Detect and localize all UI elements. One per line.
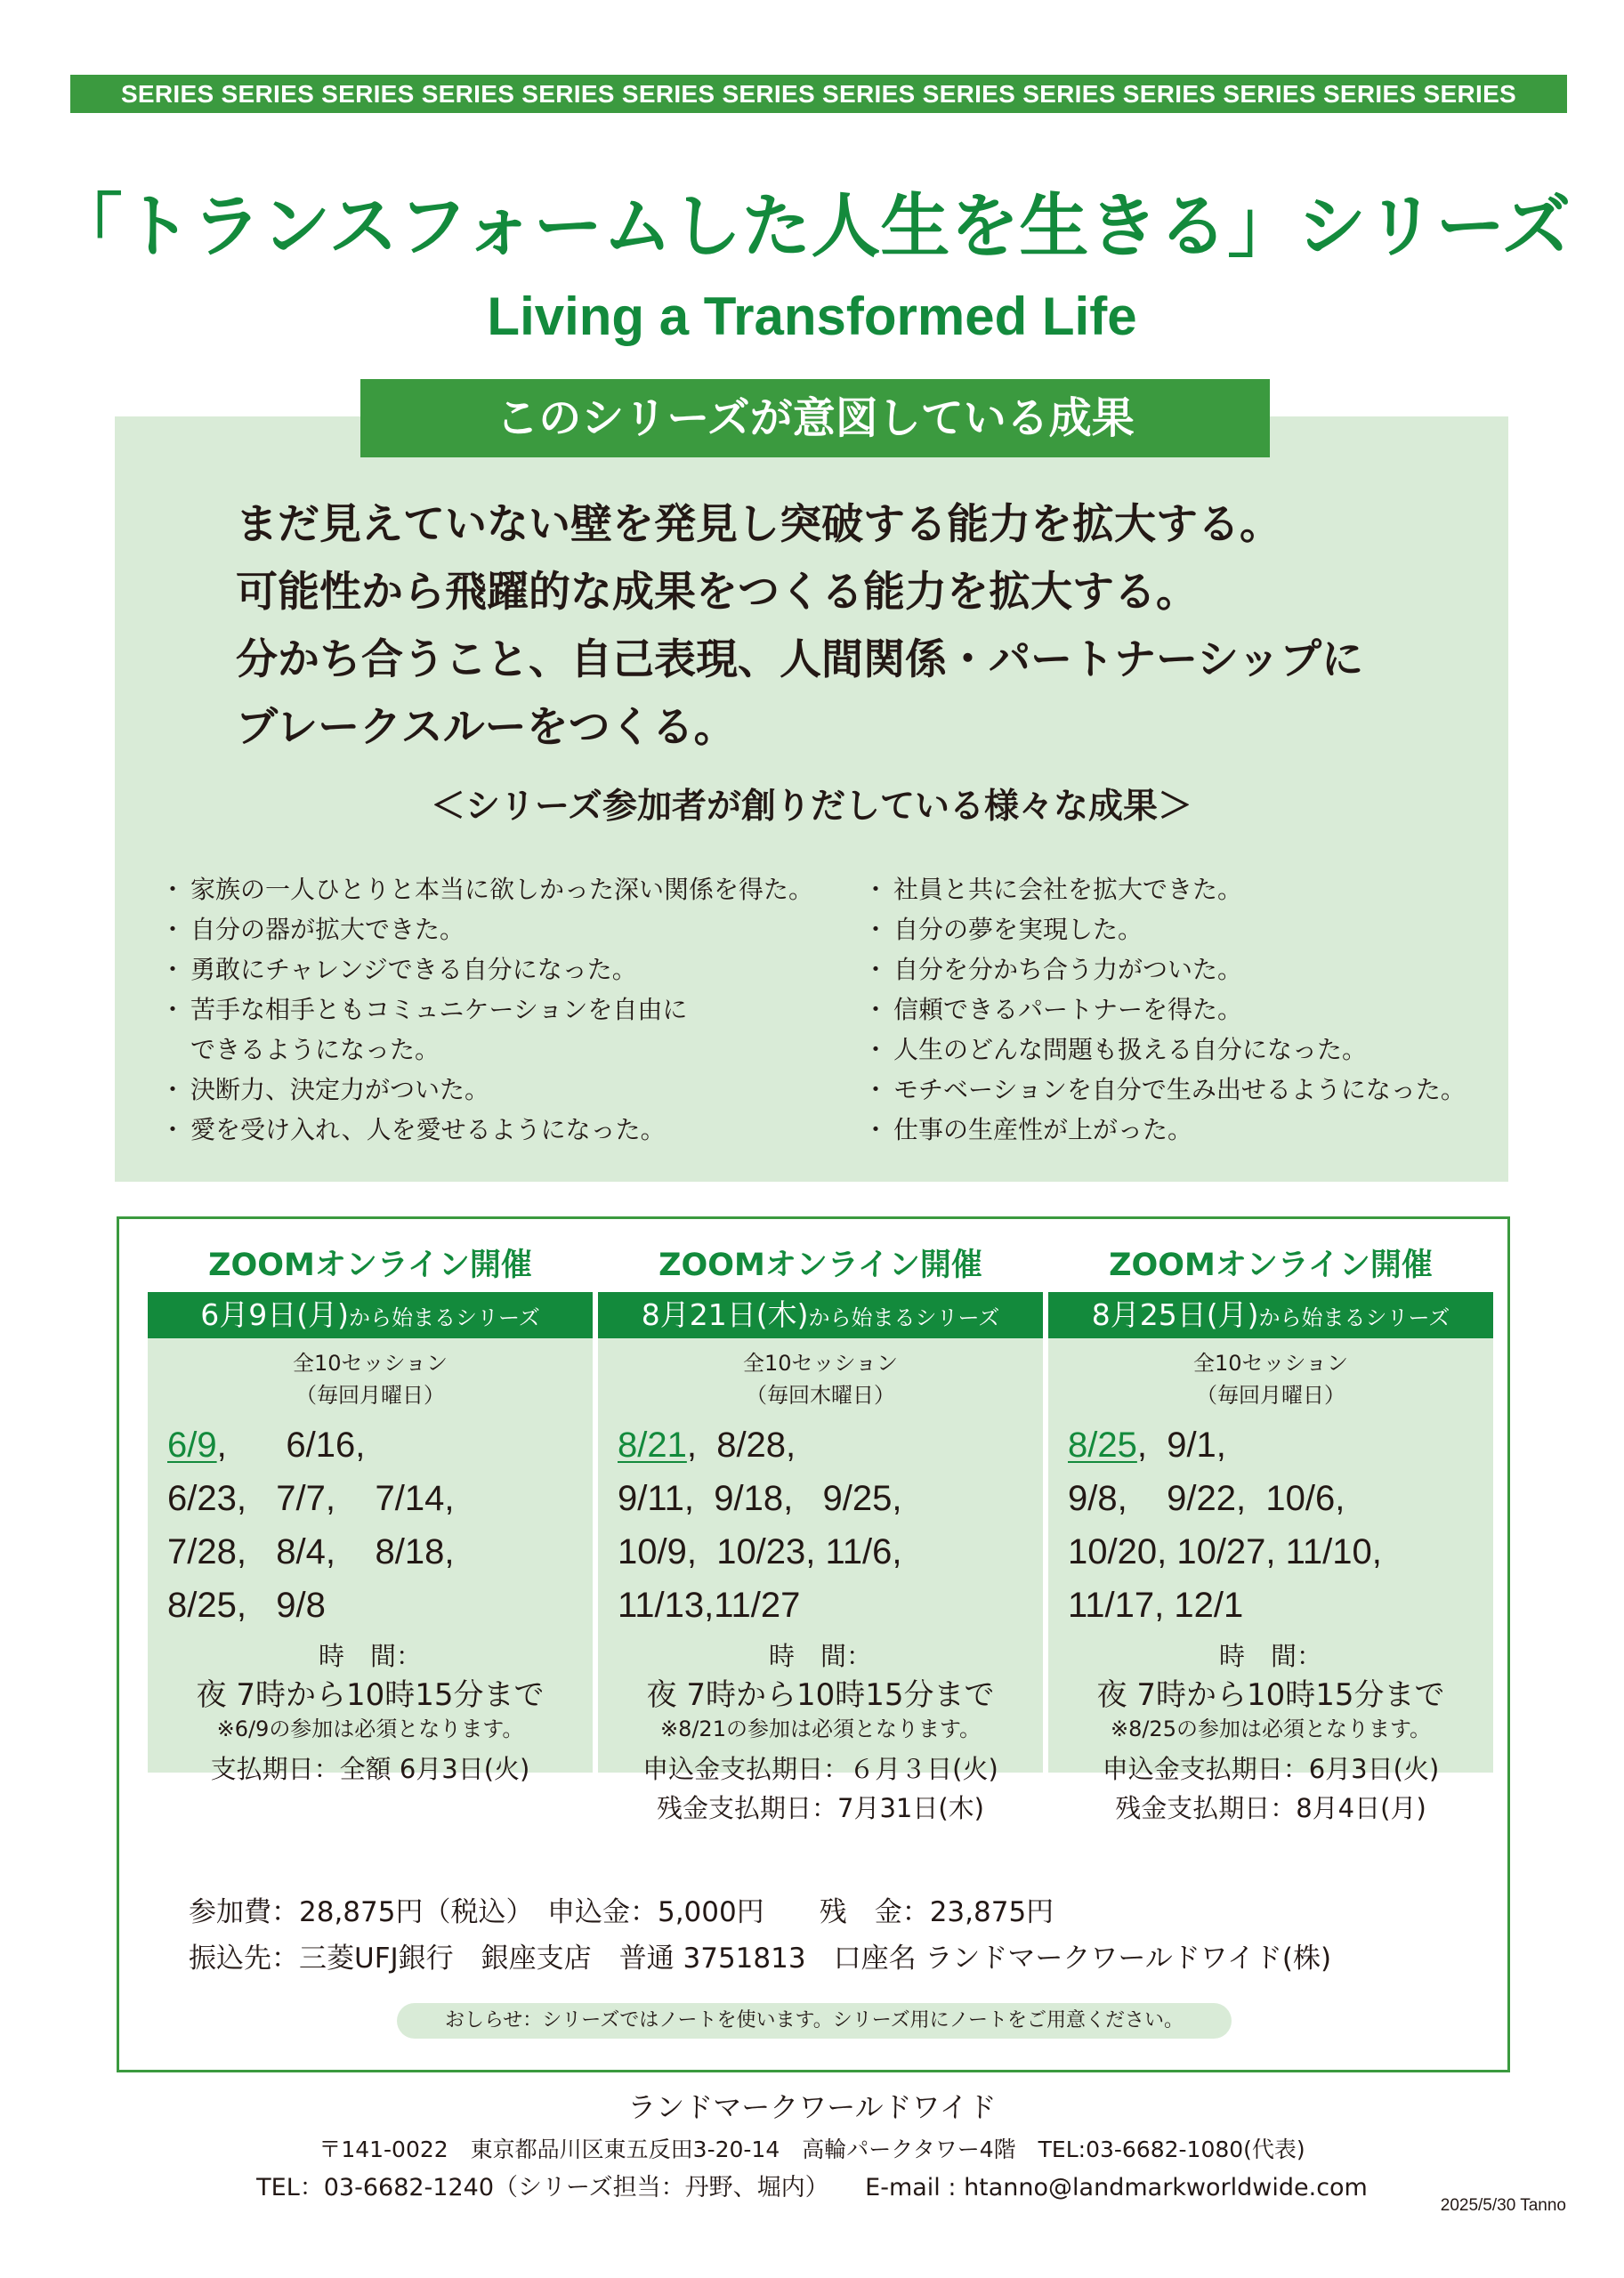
result-item-continued: できるようになった。 xyxy=(190,1035,440,1064)
bullet: ・ xyxy=(863,995,889,1024)
result-item: ・ 家族の一人ひとりと本当に欲しかった深い関係を得た。 xyxy=(160,869,813,909)
goals-header: このシリーズが意図している成果 xyxy=(360,379,1270,457)
weekday-note: （毎回月曜日） xyxy=(295,1383,445,1408)
deposit-deadline: 申込金支払期日：６月３日(火) xyxy=(642,1754,998,1784)
first-date: 8/21 xyxy=(618,1426,687,1465)
goal-line: ブレークスルーをつくる。 xyxy=(236,703,736,752)
payment-deadline: 支払期日：全額 6月3日(火) xyxy=(210,1754,530,1784)
schedule-column-aug25 xyxy=(1048,1243,1493,1823)
time-value: 夜 7時から10時15分まで xyxy=(646,1677,995,1713)
balance-deadline: 残金支払期日：7月31日(木) xyxy=(657,1793,984,1823)
time-label: 時 間： xyxy=(1218,1641,1322,1671)
start-date-bar: 6月9日(月)から始まるシリーズ xyxy=(148,1292,593,1338)
weekday-note: （毎回月曜日） xyxy=(1196,1383,1345,1408)
bullet: ・ xyxy=(160,875,186,904)
session-count: 全10セッション xyxy=(292,1351,448,1376)
time-value: 夜 7時から10時15分まで xyxy=(1096,1677,1445,1713)
footer-stamp: 2025/5/30 Tanno xyxy=(1440,2196,1566,2215)
bullet: ・ xyxy=(863,875,889,904)
required-note: ※8/25の参加は必須となります。 xyxy=(1110,1717,1432,1741)
footer-contact: TEL：03-6682-1240（シリーズ担当：丹野、堀内） E-mail : htanno@landmarkworldwide.com xyxy=(256,2174,1368,2201)
result-item: ・ 愛を受け入れ、人を愛せるようになった。 xyxy=(160,1110,666,1150)
result-item: ・ モチベーションを自分で生み出せるようになった。 xyxy=(863,1070,1466,1110)
schedule-title: ZOOMオンライン開催 xyxy=(208,1248,532,1283)
results-heading: ＜シリーズ参加者が創りだしている様々な成果＞ xyxy=(430,787,1193,827)
bullet: ・ xyxy=(160,1075,186,1104)
result-item: ・ 社員と共に会社を拡大できた。 xyxy=(863,869,1242,909)
start-date-bar: 8月21日(木)から始まるシリーズ xyxy=(598,1292,1043,1338)
bullet: ・ xyxy=(160,1115,186,1144)
time-label: 時 間： xyxy=(768,1641,872,1671)
result-item: ・ 自分を分かち合う力がついた。 xyxy=(863,949,1242,990)
date-list: 8/21, 8/28, 9/11, 9/18, 9/25, 10/9, 10/23, 11/6, 11/13,11/27 xyxy=(618,1426,902,1625)
series-band: SERIES SERIES SERIES SERIES SERIES SERIES SERIES SERIES SERIES SERIES SERIES SERIES SERIES SERIES xyxy=(70,75,1567,113)
schedule-body xyxy=(1048,1338,1493,1823)
schedule-column-aug21 xyxy=(598,1243,1043,1823)
schedule-body xyxy=(598,1338,1043,1823)
time-label: 時 間： xyxy=(318,1641,422,1671)
required-note: ※8/21の参加は必須となります。 xyxy=(659,1717,982,1741)
goal-line: まだ見えていない壁を発見し突破する能力を拡大する。 xyxy=(236,500,1281,549)
session-count: 全10セッション xyxy=(742,1351,899,1376)
result-item: ・ 信頼できるパートナーを得た。 xyxy=(863,990,1242,1030)
bullet: ・ xyxy=(863,1035,889,1064)
result-item: ・ 苦手な相手ともコミュニケーションを自由に xyxy=(160,990,687,1030)
page-subtitle-english: Living a Transformed Life xyxy=(487,287,1137,346)
bullet: ・ xyxy=(160,995,186,1024)
result-item: ・ 決断力、決定力がついた。 xyxy=(160,1070,489,1110)
date-list: 8/25, 9/1, 9/8, 9/22, 10/6, 10/20, 10/27, 11/10, 11/17, 12/1 xyxy=(1068,1426,1382,1625)
session-count: 全10セッション xyxy=(1192,1351,1349,1376)
result-item: ・ 勇敢にチャレンジできる自分になった。 xyxy=(160,949,637,990)
time-value: 夜 7時から10時15分まで xyxy=(196,1677,545,1713)
balance-deadline: 残金支払期日：8月4日(月) xyxy=(1115,1793,1426,1823)
first-date: 6/9 xyxy=(167,1426,217,1465)
bullet: ・ xyxy=(863,1115,889,1144)
schedule-title: ZOOMオンライン開催 xyxy=(1109,1248,1433,1283)
weekday-note: （毎回木曜日） xyxy=(746,1383,895,1408)
result-item: ・ 自分の夢を実現した。 xyxy=(863,909,1143,949)
result-item: ・ 仕事の生産性が上がった。 xyxy=(863,1110,1192,1150)
bullet: ・ xyxy=(863,1075,889,1104)
result-item: ・ 人生のどんな問題も扱える自分になった。 xyxy=(863,1030,1367,1070)
goal-line: 可能性から飛躍的な成果をつくる能力を拡大する。 xyxy=(236,568,1198,617)
footer-address: 〒141-0022 東京都品川区東五反田3-20-14 高輪パークタワー4階 TEL:03-6682-1080(代表) xyxy=(319,2137,1305,2162)
result-item: ・ 自分の器が拡大できた。 xyxy=(160,909,465,949)
fee-line: 参加費：28,875円（税込） 申込金：5,000円 残 金：23,875円 xyxy=(189,1896,1054,1928)
first-date: 8/25 xyxy=(1068,1426,1137,1465)
schedule-body xyxy=(148,1338,593,1784)
footer-company: ランドマークワールドワイド xyxy=(627,2090,997,2124)
required-note: ※6/9の参加は必須となります。 xyxy=(216,1717,524,1741)
schedule-column-june xyxy=(148,1243,593,1784)
bullet: ・ xyxy=(160,955,186,984)
notice-pill: おしらせ：シリーズではノートを使います。シリーズ用にノートをご用意ください。 xyxy=(397,2003,1232,2039)
page-title: 「トランスフォームした人生を生きる」シリーズ xyxy=(53,187,1571,267)
date-list: 6/9, 6/16, 6/23, 7/7, 7/14, 7/28, 8/4, 8/18, 8/25, 9/8 xyxy=(167,1426,455,1625)
bullet: ・ xyxy=(863,915,889,944)
bank-transfer-line: 振込先：三菱UFJ銀行 銀座支店 普通 3751813 口座名 ランドマークワールドワイド(株) xyxy=(189,1943,1332,1975)
deposit-deadline: 申込金支払期日：6月3日(火) xyxy=(1102,1754,1440,1784)
start-date-bar: 8月25日(月)から始まるシリーズ xyxy=(1048,1292,1493,1338)
schedule-title: ZOOMオンライン開催 xyxy=(658,1248,982,1283)
bullet: ・ xyxy=(160,915,186,944)
bullet: ・ xyxy=(863,955,889,984)
goal-line: 分かち合うこと、自己表現、人間関係・パートナーシップに xyxy=(236,635,1364,684)
